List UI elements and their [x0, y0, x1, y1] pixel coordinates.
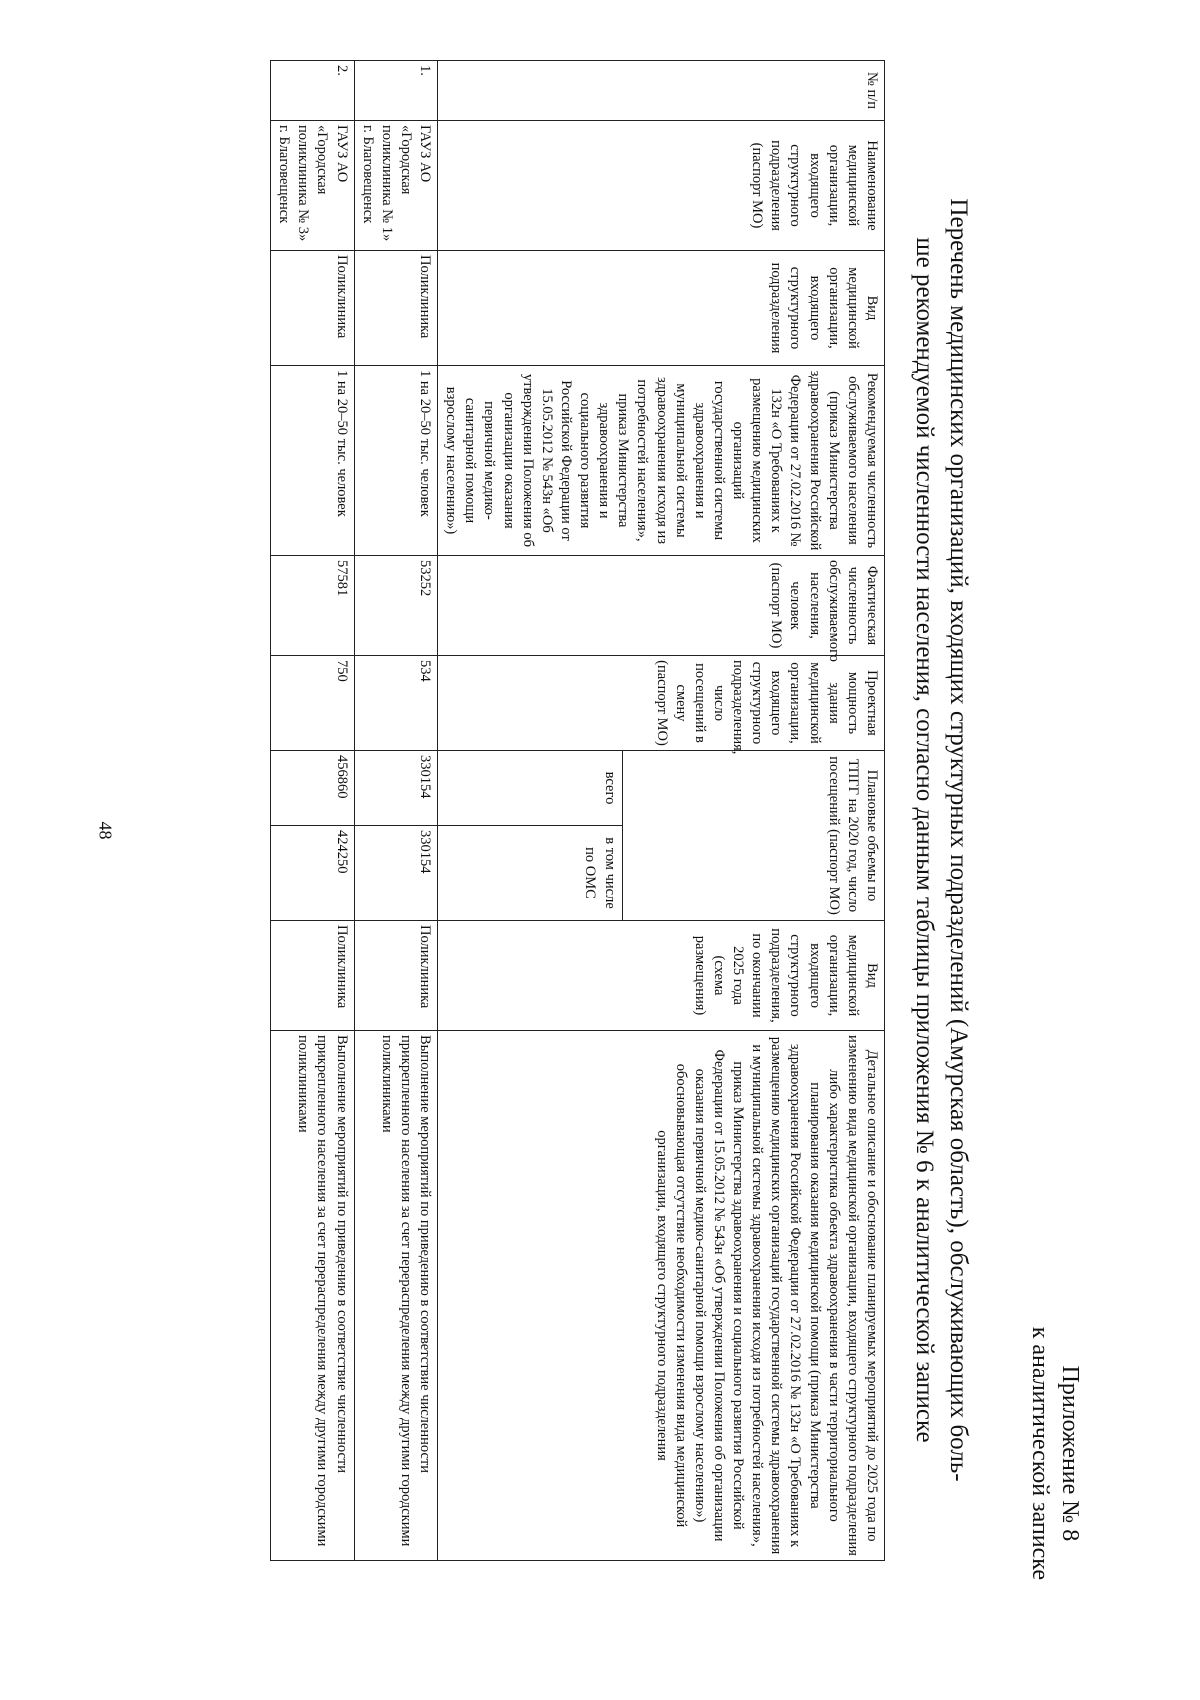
header-recommended: Рекомендуемая численность обслуживаемого населения (приказ Министерства здравоохранения Российской Федерации от 27.02.2016 № 132н «О Требованиях к размещению медицинских организаций государственной системы здравоохранения и муниципальной системы здравоохранения исходя из потребностей населения», приказ Министерства здравоохранения и социального развития Российской Федерации от 15.05.2012 № 543н «Об утверждении Положения об организации оказания первичной медико-санитарной помощи взрослому населению») — [438, 366, 885, 556]
cell-kind: Поликлиника — [271, 251, 355, 366]
cell-num: 2. — [271, 61, 355, 121]
document-title — [908, 80, 976, 1600]
annex-label — [1025, 1327, 1085, 1580]
cell-kind: Поликлиника — [354, 251, 438, 366]
header-capacity: Проектная мощность здания медицинской организации, входящего структурного подразделения, число посещений в смену (паспорт МО) — [438, 656, 885, 751]
header-planned-total: всего — [438, 751, 622, 826]
cell-recommended: 1 на 20–50 тыс. человек — [271, 366, 355, 556]
organizations-table — [270, 60, 885, 1561]
page-number: 48 — [95, 821, 116, 840]
header-details: Детальное описание и обоснование планируемых мероприятий до 2025 года по изменению вида медицинской организации, входящего структурного подразделения либо характеристика объекта здравоохранения в части территориального планирования оказания медицинской помощи (приказ Министерства здравоохранения Российской Федерации от 27.02.2016 № 132н «О Требованиях к размещению медицинских организаций государственной системы здравоохранения и муниципальной системы здравоохранения исходя из потребностей населения», приказ Министерства здравоохранения и социального развития Российской Федерации от 15.05.2012 № 543н «Об утверждении Положения об организации оказания первичной медико-санитарной помощи взрослому населению») обосновывающая отсутствие необходимости изменения вида медицинской организации, входящего структурного подразделения — [438, 1031, 885, 1561]
cell-kind-2025: Поликлиника — [271, 921, 355, 1031]
title-line-2: ше рекомендуемой численности населения, согласно данным таблицы приложения № 6 к аналитической записке — [911, 237, 939, 1443]
cell-details: Выполнение мероприятий по приведению в соответствие численности прикрепленного населения за счет перераспределения между другими городскими поликлиниками — [271, 1031, 355, 1561]
cell-recommended: 1 на 20–50 тыс. человек — [354, 366, 438, 556]
cell-capacity: 750 — [271, 656, 355, 751]
header-num: № п/п — [438, 61, 885, 121]
annex-line-1: Приложение № 8 — [1057, 1365, 1083, 1542]
cell-kind-2025: Поликлиника — [354, 921, 438, 1031]
annex-line-2: к аналитической записке — [1027, 1326, 1053, 1580]
cell-planned-oms: 330154 — [354, 826, 438, 921]
header-kind: Вид медицинской организации, входящего структурного подразделения — [438, 251, 885, 366]
header-planned: Плановые объемы по ТПГГ на 2020 год, число посещений (паспорт МО) — [622, 751, 884, 921]
cell-capacity: 534 — [354, 656, 438, 751]
title-line-1: Перечень медицинских организаций, входящих структурных подразделений (Амурская область), обслуживающих боль- — [945, 198, 972, 1482]
cell-planned-total: 330154 — [354, 751, 438, 826]
cell-planned-total: 456860 — [271, 751, 355, 826]
cell-planned-oms: 424250 — [271, 826, 355, 921]
cell-num: 1. — [354, 61, 438, 121]
header-kind-2025: Вид медицинской организации, входящего структурного подразделения, по окончании 2025 года (схема размещения) — [438, 921, 885, 1031]
cell-name: ГАУЗ АО «Городская поликлиника № 1» г. Благовещенск — [354, 121, 438, 251]
header-actual: Фактическая численность обслуживаемого населения, человек (паспорт МО) — [438, 556, 885, 656]
cell-actual: 53252 — [354, 556, 438, 656]
table-row — [354, 61, 438, 1561]
rotated-page-content — [145, 60, 1085, 1620]
cell-details: Выполнение мероприятий по приведению в соответствие численности прикрепленного населения за счет перераспределения между другими городскими поликлиниками — [354, 1031, 438, 1561]
header-planned-oms: в том числе по ОМС — [438, 826, 622, 921]
header-name: Наименование медицинской организации, входящего структурного подразделения (паспорт МО) — [438, 121, 885, 251]
cell-actual: 57581 — [271, 556, 355, 656]
cell-name: ГАУЗ АО «Городская поликлиника № 3» г. Благовещенск — [271, 121, 355, 251]
table-row — [271, 61, 355, 1561]
header-row — [622, 61, 884, 1561]
